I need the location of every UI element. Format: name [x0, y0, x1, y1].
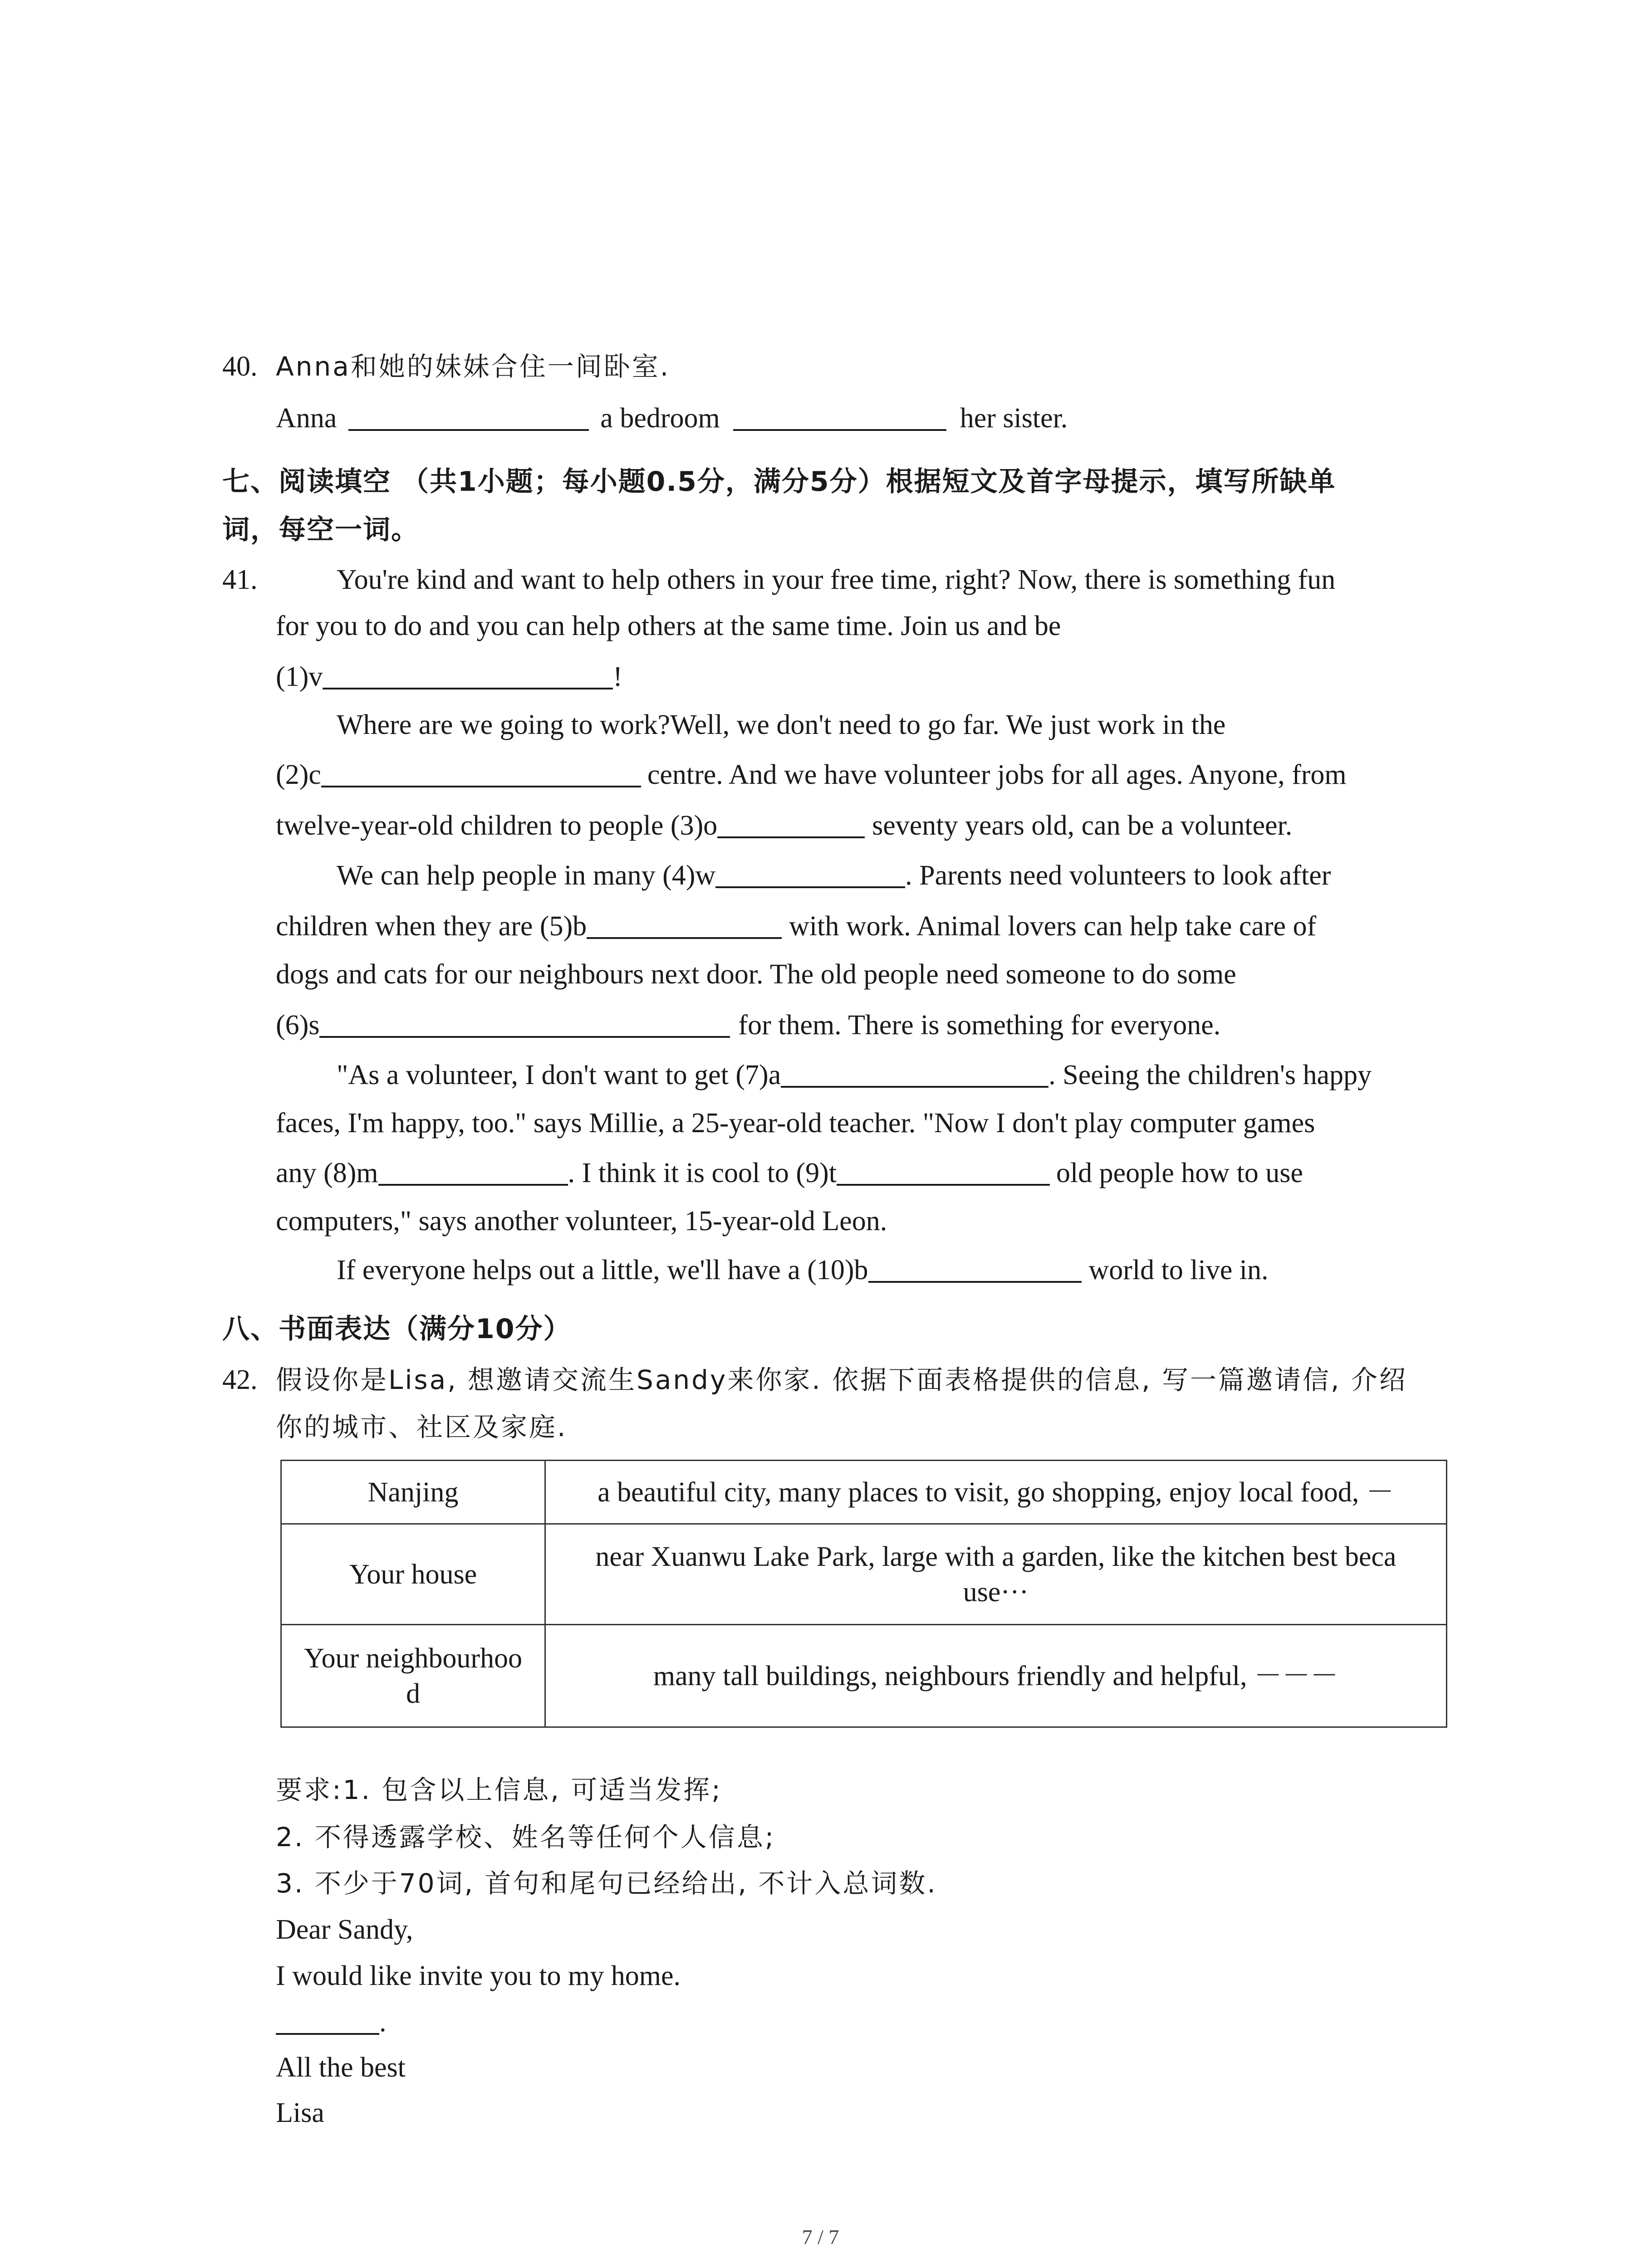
- section-heading: 八、书面表达（满分10分）: [222, 1313, 572, 1345]
- table-row: [281, 1524, 1447, 1625]
- cell-text-cont: d: [406, 1678, 420, 1709]
- section-heading: 七、阅读填空 （共1小题；每小题0.5分，满分5分）根据短文及首字母提示，填写所缺单: [222, 466, 1336, 498]
- requirement: 要求:1. 包含以上信息, 可适当发挥;: [276, 1774, 722, 1805]
- page-number: 7 / 7: [802, 2225, 839, 2248]
- text-segment: for them. There is something for everyone.: [738, 1010, 1221, 1041]
- text-segment: twelve-year-old children to people (3)o: [276, 810, 718, 841]
- answer-line: [276, 400, 1068, 436]
- table-content-cell: [545, 1524, 1447, 1625]
- text-segment: world to live in.: [1088, 1255, 1269, 1286]
- passage-line: computers," says another volunteer, 15-year-old Leon.: [276, 1206, 887, 1237]
- passage-line: [337, 1057, 1372, 1093]
- table-label-cell: Nanjing: [281, 1461, 545, 1524]
- passage-line: [276, 908, 1316, 944]
- passage-line: [276, 757, 1347, 793]
- letter-opening: I would like invite you to my home.: [276, 1960, 681, 1991]
- passage-line: dogs and cats for our neighbours next door. The old people need someone to do some: [276, 959, 1236, 990]
- question-number: 40.: [222, 351, 258, 382]
- text-segment: children when they are (5)b: [276, 911, 587, 942]
- text-segment: !: [613, 661, 622, 692]
- text-segment: Anna: [276, 403, 337, 434]
- cell-text: near Xuanwu Lake Park, large with a garden, like the kitchen best beca: [595, 1541, 1396, 1572]
- text-segment: seventy years old, can be a volunteer.: [872, 810, 1293, 841]
- answer-blank-4[interactable]: [715, 859, 905, 888]
- answer-blank-9[interactable]: [837, 1157, 1050, 1186]
- text-segment: old people how to use: [1056, 1158, 1303, 1188]
- text-segment: If everyone helps out a little, we'll have a (10)b: [337, 1255, 868, 1286]
- answer-blank-3[interactable]: [717, 809, 865, 838]
- question-number: 42.: [222, 1364, 258, 1395]
- question-prompt-cont: 你的城市、社区及家庭.: [276, 1412, 568, 1442]
- passage-line: [276, 1155, 1303, 1191]
- letter-greeting: Dear Sandy,: [276, 1914, 413, 1945]
- section-heading-cont: 词，每空一词。: [222, 514, 419, 546]
- answer-blank-6[interactable]: [319, 1009, 730, 1038]
- hint-letter: (6)s: [276, 1010, 320, 1041]
- answer-blank[interactable]: [733, 402, 946, 431]
- letter-signature: Lisa: [276, 2097, 324, 2128]
- answer-blank-10[interactable]: [868, 1254, 1082, 1283]
- passage-line: Where are we going to work?Well, we don't need to go far. We just work in the: [337, 709, 1226, 740]
- answer-blank[interactable]: [348, 402, 589, 431]
- text-segment: . I think it is cool to (9)t: [568, 1158, 837, 1188]
- passage-line: faces, I'm happy, too." says Millie, a 25-year-old teacher. "Now I don't play computer games: [276, 1108, 1315, 1139]
- passage-line: [337, 857, 1331, 894]
- requirement: 3. 不少于70词, 首句和尾句已经给出, 不计入总词数.: [276, 1868, 937, 1899]
- question-prompt: Anna和她的妹妹合住一间卧室.: [276, 351, 671, 382]
- passage-line: [276, 807, 1292, 844]
- question-number: 41.: [222, 564, 258, 595]
- text-segment: We can help people in many (4)w: [337, 860, 716, 891]
- text-segment: any (8)m: [276, 1158, 378, 1188]
- table-row: [281, 1625, 1447, 1727]
- table-label-cell: Your house: [281, 1524, 545, 1625]
- text-segment: her sister.: [960, 403, 1068, 434]
- table-row: [281, 1461, 1447, 1524]
- text-segment: a bedroom: [600, 403, 720, 434]
- hint-letter: (1)v: [276, 661, 323, 692]
- text-segment: . Parents need volunteers to look after: [905, 860, 1331, 891]
- writing-blank[interactable]: [276, 2006, 379, 2035]
- table-label-cell: [281, 1625, 545, 1727]
- answer-blank-2[interactable]: [321, 758, 641, 787]
- table-content-cell: many tall buildings, neighbours friendly and helpful, －－－: [545, 1625, 1447, 1727]
- answer-blank-8[interactable]: [378, 1157, 568, 1186]
- info-table: [280, 1460, 1447, 1728]
- text-segment: with work. Animal lovers can help take care of: [789, 911, 1317, 942]
- letter-body-line: [276, 2004, 387, 2040]
- text-segment: .: [379, 2007, 387, 2038]
- passage-line: [276, 1007, 1220, 1043]
- question-prompt: 假设你是Lisa, 想邀请交流生Sandy来你家. 依据下面表格提供的信息, 写一篇邀请信, 介绍: [276, 1364, 1407, 1395]
- requirement: 2. 不得透露学校、姓名等任何个人信息;: [276, 1822, 776, 1853]
- cell-text-cont: use···: [963, 1576, 1029, 1608]
- passage-line: [276, 659, 622, 695]
- answer-blank-1[interactable]: [323, 660, 613, 689]
- passage-line: for you to do and you can help others at the same time. Join us and be: [276, 611, 1061, 641]
- answer-blank-7[interactable]: [781, 1059, 1048, 1088]
- text-segment: . Seeing the children's happy: [1048, 1060, 1372, 1090]
- hint-letter: (2)c: [276, 759, 321, 790]
- table-content-cell: a beautiful city, many places to visit, go shopping, enjoy local food, －: [545, 1461, 1447, 1524]
- text-segment: "As a volunteer, I don't want to get (7)a: [337, 1060, 781, 1090]
- cell-text: Your neighbourhoo: [304, 1642, 523, 1674]
- letter-closing: All the best: [276, 2052, 406, 2083]
- answer-blank-5[interactable]: [587, 910, 782, 939]
- text-segment: centre. And we have volunteer jobs for all ages. Anyone, from: [647, 759, 1347, 790]
- passage-line: You're kind and want to help others in your free time, right? Now, there is something fun: [337, 564, 1336, 595]
- passage-line: [337, 1252, 1269, 1288]
